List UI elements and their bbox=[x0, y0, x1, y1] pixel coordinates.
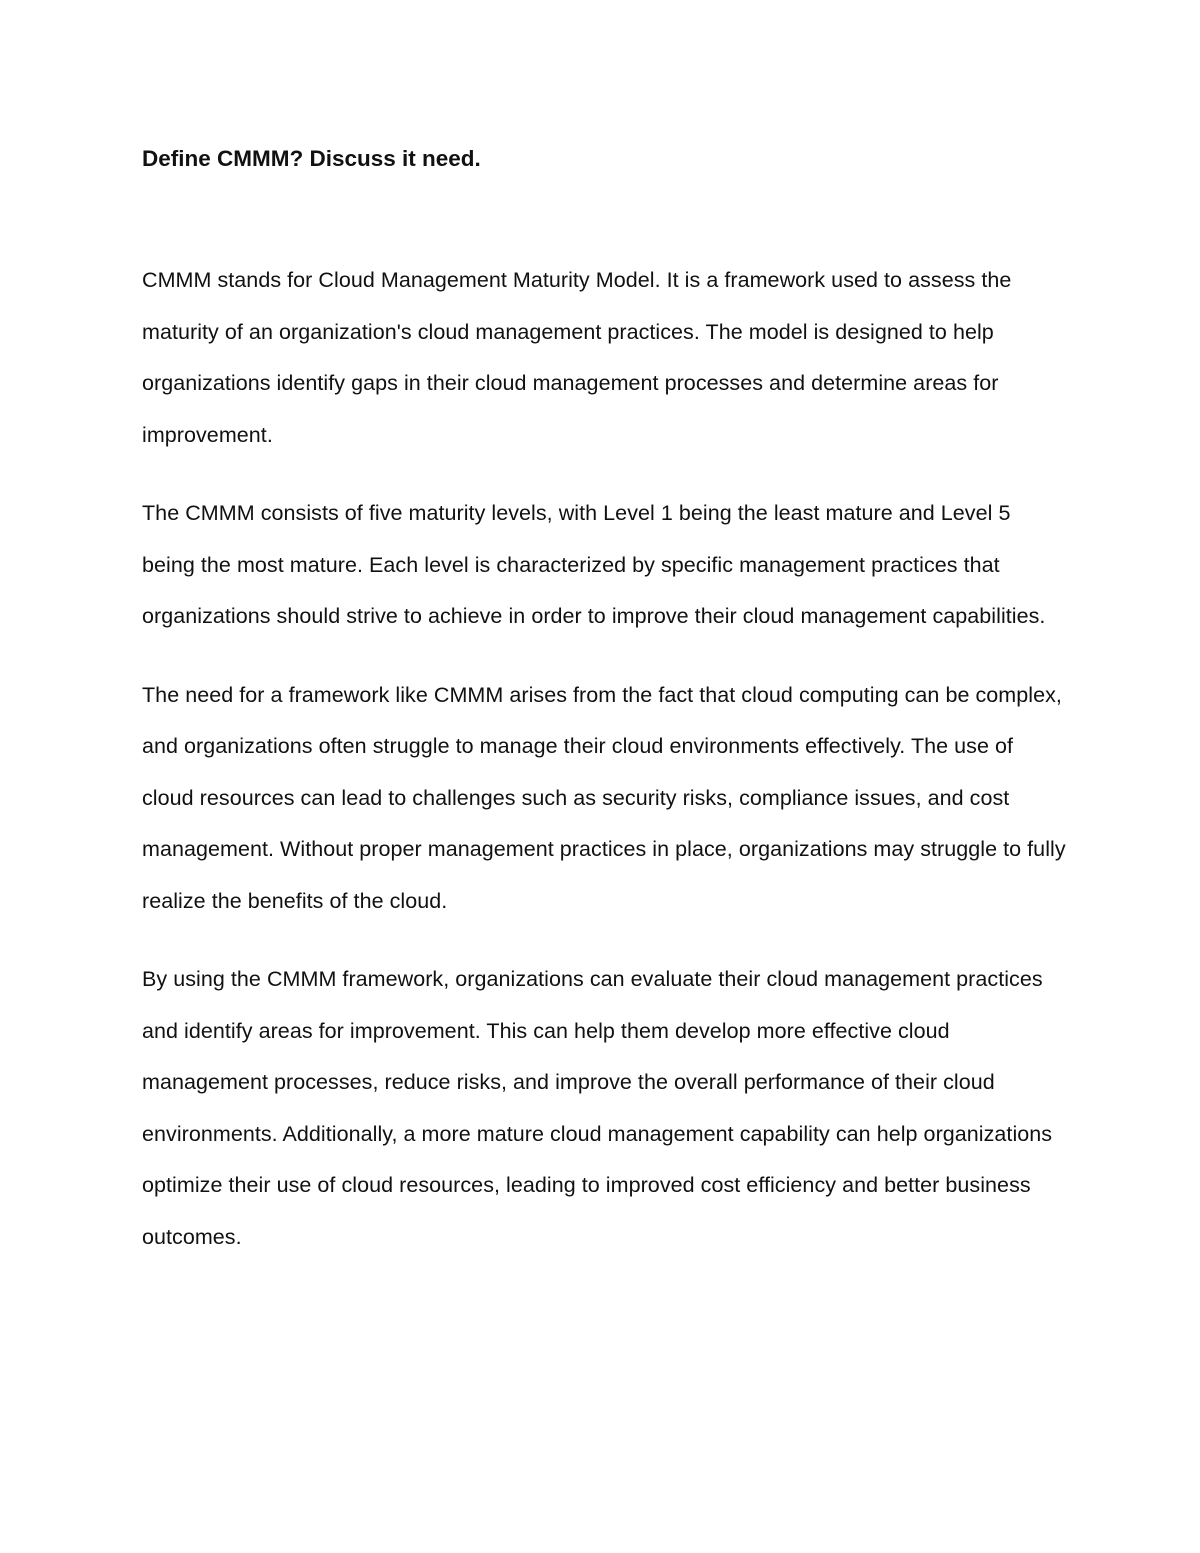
paragraph-definition: CMMM stands for Cloud Management Maturity Model. It is a framework used to assess the maturity of an organization's cloud management practices. The model is designed to help organizations identify gaps in their cloud management processes and determine areas for improvement. bbox=[142, 268, 1012, 447]
paragraph-maturity-levels: The CMMM consists of five maturity levels, with Level 1 being the least mature and Level 5 being the most mature. Each level is characterized by specific management practices that organizations should strive to achieve in order to improve their cloud management capabilities. bbox=[142, 501, 1046, 628]
paragraph-need: The need for a framework like CMMM arises from the fact that cloud computing can be complex, and organizations often struggle to manage their cloud environments effectively. The use of cloud resources can lead to challenges such as security risks, compliance issues, and cost management. Without proper management practices in place, organizations may struggle to fully realize the benefits of the cloud. bbox=[142, 682, 1066, 913]
paragraph-benefits: By using the CMMM framework, organizations can evaluate their cloud management practices and identify areas for improvement. This can help them develop more effective cloud management processes, reduce risks, and improve the overall performance of their cloud environments. Additionally, a more mature cloud management capability can help organizations optimize their use of cloud resources, leading to improved cost efficiency and better business outcomes. bbox=[142, 967, 1053, 1249]
document-title: Define CMMM? Discuss it need. bbox=[142, 146, 481, 171]
document-body bbox=[142, 137, 1067, 1263]
